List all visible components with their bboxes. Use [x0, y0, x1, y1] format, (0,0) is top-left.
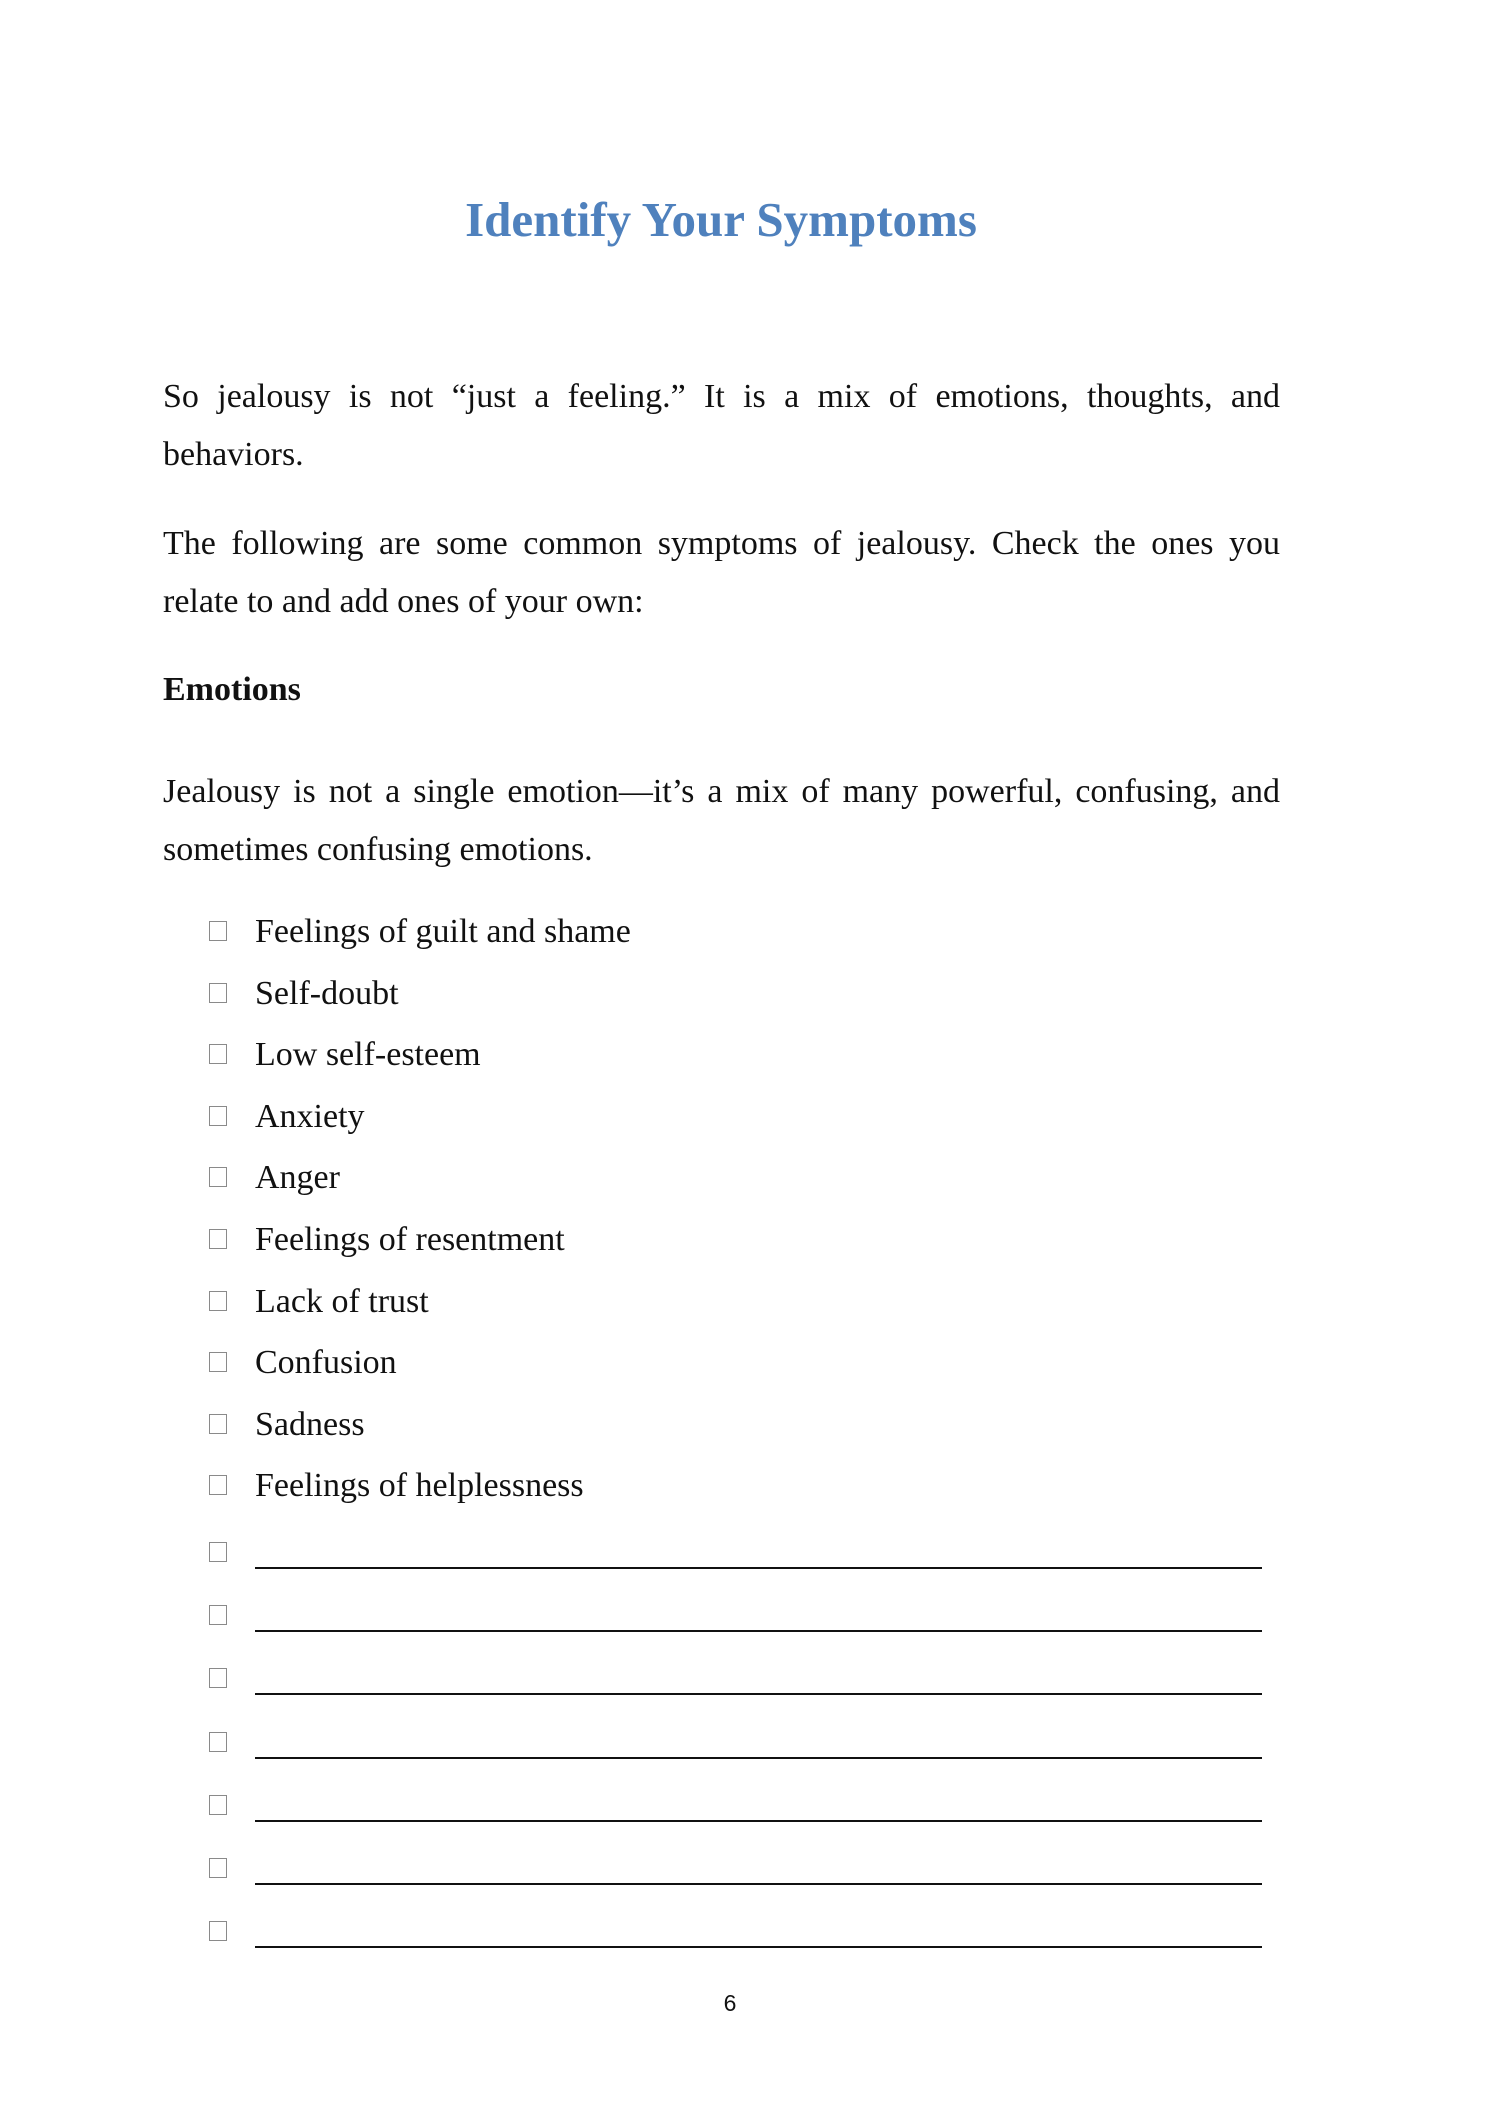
write-in-line[interactable]	[255, 1693, 1262, 1695]
checkbox[interactable]	[209, 983, 227, 1003]
checklist-item	[209, 1403, 1269, 1451]
page-title: Identify Your Symptoms	[465, 192, 977, 247]
checkbox[interactable]	[209, 1167, 227, 1187]
blank-checklist-item	[209, 1847, 1269, 1895]
blank-checklist-item	[209, 1531, 1269, 1579]
checklist-item	[209, 1095, 1269, 1143]
checklist-item-label: Lack of trust	[255, 1282, 429, 1320]
intro-paragraph: So jealousy is not “just a feeling.” It is a mix of emotions, thoughts, and behaviors.	[163, 378, 1280, 473]
checklist-item-label: Self-doubt	[255, 974, 399, 1012]
checkbox[interactable]	[209, 1795, 227, 1815]
checklist-item	[209, 1218, 1269, 1266]
write-in-line[interactable]	[255, 1630, 1262, 1632]
checkbox[interactable]	[209, 1668, 227, 1688]
checklist-item-label: Feelings of helplessness	[255, 1467, 584, 1505]
blank-checklist-item	[209, 1910, 1269, 1958]
blank-checklist-item	[209, 1784, 1269, 1832]
instructions-paragraph: The following are some common symptoms of jealousy. Check the ones you relate to and add ones of your own:	[163, 525, 1280, 620]
checklist-item	[209, 1464, 1269, 1512]
checklist-item	[209, 1280, 1269, 1328]
checklist-item	[209, 1033, 1269, 1081]
checkbox[interactable]	[209, 1291, 227, 1311]
checklist-item	[209, 1156, 1269, 1204]
checklist-item-label: Anxiety	[255, 1097, 365, 1135]
section-heading: Emotions	[163, 671, 301, 708]
checkbox[interactable]	[209, 1732, 227, 1752]
checklist-item-label: Low self-esteem	[255, 1036, 481, 1074]
checklist-item	[209, 910, 1269, 958]
checkbox[interactable]	[209, 1106, 227, 1126]
write-in-line[interactable]	[255, 1820, 1262, 1822]
checkbox[interactable]	[209, 1414, 227, 1434]
section-description: Jealousy is not a single emotion—it’s a mix of many powerful, confusing, and sometimes confusing emotions.	[163, 773, 1280, 868]
blank-checklist-item	[209, 1657, 1269, 1705]
checkbox[interactable]	[209, 1921, 227, 1941]
checklist-item-label: Sadness	[255, 1405, 365, 1443]
checkbox[interactable]	[209, 1352, 227, 1372]
write-in-line[interactable]	[255, 1757, 1262, 1759]
checkbox[interactable]	[209, 1044, 227, 1064]
checkbox[interactable]	[209, 1229, 227, 1249]
checkbox[interactable]	[209, 1542, 227, 1562]
checkbox[interactable]	[209, 1605, 227, 1625]
checklist-item	[209, 972, 1269, 1020]
blank-checklist-item	[209, 1721, 1269, 1769]
write-in-line[interactable]	[255, 1883, 1262, 1885]
checklist-item-label: Anger	[255, 1159, 340, 1197]
checkbox[interactable]	[209, 1858, 227, 1878]
page-number: 6	[723, 1990, 737, 2016]
checklist-item-label: Feelings of resentment	[255, 1221, 565, 1258]
write-in-line[interactable]	[255, 1567, 1262, 1569]
checklist-item-label: Feelings of guilt and shame	[255, 913, 631, 950]
checklist-item-label: Confusion	[255, 1344, 397, 1382]
write-in-line[interactable]	[255, 1946, 1262, 1948]
checklist-item	[209, 1341, 1269, 1389]
checkbox[interactable]	[209, 1475, 227, 1495]
blank-checklist-item	[209, 1594, 1269, 1642]
checkbox[interactable]	[209, 921, 227, 941]
